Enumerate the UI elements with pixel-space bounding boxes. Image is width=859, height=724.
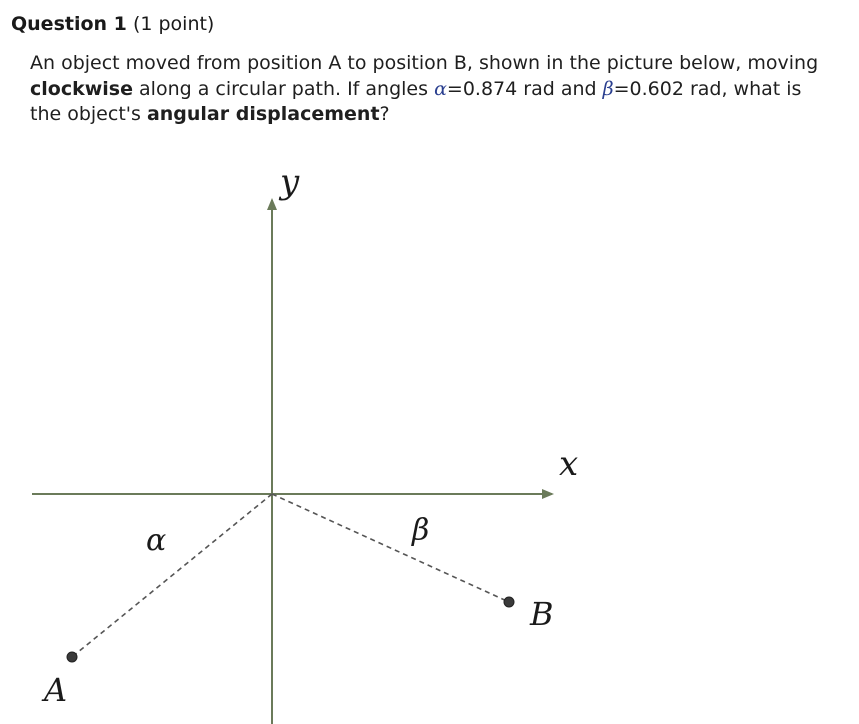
question-text-bold-angular-displacement: angular displacement [146, 103, 380, 125]
beta-value: =0.602 rad, what is the object's [30, 77, 802, 125]
beta-angle-label: β [412, 513, 430, 548]
y-axis-label: y [280, 162, 300, 202]
point-b-label: B [530, 595, 554, 633]
alpha-symbol: α [434, 77, 447, 100]
question-points: (1 point) [132, 13, 215, 35]
question-title: Question 1 [11, 13, 127, 35]
point-b-marker [504, 597, 514, 607]
question-text-part2: along a circular path. If angles [133, 77, 435, 100]
question-text-part3: ? [379, 103, 390, 125]
radius-to-b [272, 494, 509, 602]
question-text-part1: An object moved from position A to position B, shown in the picture below, moving [30, 52, 819, 74]
alpha-value: =0.874 rad and [446, 77, 603, 100]
radius-to-a [72, 494, 272, 657]
point-a-marker [67, 652, 77, 662]
alpha-angle-label: α [146, 523, 167, 558]
beta-symbol: β [602, 77, 614, 100]
x-axis-label: x [559, 444, 579, 484]
question-text-bold-clockwise: clockwise [30, 77, 133, 100]
point-a-label: A [44, 671, 68, 709]
